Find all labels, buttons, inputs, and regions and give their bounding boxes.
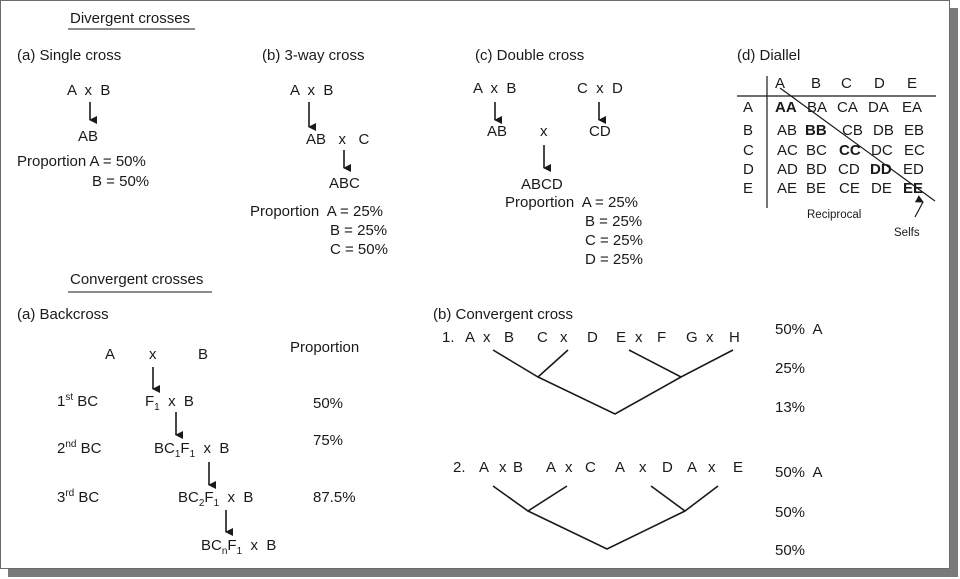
three-way-title: (b) 3-way cross bbox=[262, 47, 365, 64]
diallel-cell: DE bbox=[871, 180, 892, 197]
diallel-cell: CD bbox=[838, 161, 860, 178]
scheme1-prop-1: 50% A bbox=[775, 321, 823, 338]
diallel-cell: EA bbox=[902, 99, 923, 116]
scheme2-token: E bbox=[733, 459, 744, 476]
scheme1-branch-final bbox=[538, 377, 681, 414]
bcn-cross: $BC_nF_1$ x B bbox=[201, 537, 277, 557]
scheme1-token: x bbox=[635, 329, 643, 346]
diallel-cell: BA bbox=[807, 99, 828, 116]
single-proportion-b: B = 50% bbox=[92, 173, 150, 190]
scheme2-token: A bbox=[687, 459, 698, 476]
diallel-cell: EC bbox=[904, 142, 925, 159]
double-right-hybrid: CD bbox=[589, 123, 611, 140]
diallel-col-a: A bbox=[775, 75, 786, 92]
diallel-cell: AB bbox=[777, 122, 798, 139]
scheme1-token: D bbox=[587, 329, 598, 346]
double-proportion-d: D = 25% bbox=[585, 251, 643, 268]
scheme1-token: x bbox=[706, 329, 714, 346]
diallel-cell: AD bbox=[777, 161, 798, 178]
scheme2-token: B bbox=[513, 459, 524, 476]
scheme2-token: x bbox=[639, 459, 647, 476]
scheme1-token: C bbox=[537, 329, 548, 346]
diallel-col-e: E bbox=[907, 75, 918, 92]
double-left-hybrid: AB bbox=[487, 123, 508, 140]
scheme1-token: A bbox=[465, 329, 476, 346]
scheme1-token: x bbox=[560, 329, 568, 346]
double-cross-title: (c) Double cross bbox=[475, 47, 585, 64]
diallel-col-d: D bbox=[874, 75, 885, 92]
diallel-cell: DA bbox=[868, 99, 889, 116]
scheme2-branch-left bbox=[493, 486, 567, 511]
backcross-parent-a: A bbox=[105, 346, 116, 363]
bc2-proportion: 75% bbox=[313, 432, 344, 449]
scheme1-token: x bbox=[483, 329, 491, 346]
scheme1-prop-2: 25% bbox=[775, 360, 806, 377]
diallel-cell-bb: BB bbox=[805, 122, 827, 139]
three-way-proportion-c: C = 50% bbox=[330, 241, 388, 258]
diallel-cell: BC bbox=[806, 142, 827, 159]
diallel-cell-ee: EE bbox=[903, 180, 924, 197]
selfs-arrow bbox=[915, 202, 923, 217]
double-result: ABCD bbox=[521, 176, 563, 193]
scheme2-token: A bbox=[546, 459, 557, 476]
bc3-cross: $BC_2F_1$ x B bbox=[178, 489, 254, 509]
bc1-proportion: 50% bbox=[313, 395, 344, 412]
diallel-row-c: C bbox=[743, 142, 754, 159]
backcross-title: (a) Backcross bbox=[17, 306, 109, 323]
scheme1-number: 1. bbox=[442, 329, 455, 346]
bc3-label: 3rd BC bbox=[57, 488, 100, 506]
three-way-result: ABC bbox=[329, 175, 360, 192]
scheme2-token: x bbox=[565, 459, 573, 476]
scheme1-token: H bbox=[729, 329, 740, 346]
bc1-label-vis: 1st BC bbox=[57, 392, 99, 410]
scheme2-number: 2. bbox=[453, 459, 466, 476]
diallel-row-e: E bbox=[743, 180, 754, 197]
double-right-parents: C x D bbox=[577, 80, 623, 97]
selfs-label: Selfs bbox=[894, 227, 920, 239]
scheme2-token: A bbox=[479, 459, 490, 476]
backcross-parent-b: B bbox=[198, 346, 209, 363]
double-left-parents: A x B bbox=[473, 80, 517, 97]
scheme2-branch-final bbox=[528, 511, 685, 549]
scheme1-token: F bbox=[657, 329, 667, 346]
single-proportion-a: Proportion A = 50% bbox=[17, 153, 146, 170]
diallel-row-b: B bbox=[743, 122, 754, 139]
scheme1-token: B bbox=[504, 329, 515, 346]
convergent-heading: Convergent crosses bbox=[70, 271, 204, 288]
scheme1-branch-right bbox=[629, 350, 733, 377]
diallel-cell: AE bbox=[777, 180, 798, 197]
scheme1-token: G bbox=[686, 329, 698, 346]
bc2-cross: $BC_1F_1$ x B bbox=[154, 440, 230, 460]
double-cross-symbol: x bbox=[540, 123, 548, 140]
single-cross-result: AB bbox=[78, 128, 99, 145]
diallel-cell-cc: CC bbox=[839, 142, 861, 159]
single-cross-title: (a) Single cross bbox=[17, 47, 122, 64]
scheme2-prop-1: 50% A bbox=[775, 464, 823, 481]
double-proportion-b: B = 25% bbox=[585, 213, 643, 230]
diallel-cell: DC bbox=[871, 142, 893, 159]
diallel-cell: ED bbox=[903, 161, 924, 178]
scheme2-prop-2: 50% bbox=[775, 504, 806, 521]
scheme1-token: E bbox=[616, 329, 627, 346]
diallel-cell: CA bbox=[837, 99, 858, 116]
bc2-label: 2nd BC bbox=[57, 439, 102, 457]
double-proportion-c: C = 25% bbox=[585, 232, 643, 249]
scheme2-token: x bbox=[499, 459, 507, 476]
diallel-cell: DB bbox=[873, 122, 894, 139]
bc1-cross: $F_1$ x B bbox=[145, 393, 194, 413]
three-way-parents: A x B bbox=[290, 82, 334, 99]
three-way-proportion-a: Proportion A = 25% bbox=[250, 203, 384, 220]
diallel-cell: BD bbox=[806, 161, 827, 178]
divergent-heading: Divergent crosses bbox=[70, 10, 191, 27]
scheme2-token: C bbox=[585, 459, 596, 476]
diallel-col-b: B bbox=[811, 75, 822, 92]
diallel-cell-dd: DD bbox=[870, 161, 892, 178]
diallel-cell: AC bbox=[777, 142, 798, 159]
scheme1-branch-left bbox=[493, 350, 568, 377]
diallel-cell: CE bbox=[839, 180, 860, 197]
diallel-col-c: C bbox=[841, 75, 852, 92]
scheme2-token: D bbox=[662, 459, 673, 476]
scheme1-prop-3: 13% bbox=[775, 399, 806, 416]
diallel-cell: BE bbox=[806, 180, 827, 197]
diallel-row-a: A bbox=[743, 99, 754, 116]
diallel-cell: EB bbox=[904, 122, 925, 139]
scheme2-prop-3: 50% bbox=[775, 542, 806, 559]
double-proportion-a: Proportion A = 25% bbox=[505, 194, 639, 211]
three-way-proportion-b: B = 25% bbox=[330, 222, 388, 239]
backcross-cross: x bbox=[149, 346, 157, 363]
single-cross-parents: A x B bbox=[67, 82, 111, 99]
three-way-step2: AB x C bbox=[306, 131, 370, 148]
bc3-proportion: 87.5% bbox=[313, 489, 356, 506]
diallel-cell-aa: AA bbox=[775, 99, 797, 116]
reciprocal-label: Reciprocal bbox=[807, 209, 862, 221]
diallel-title: (d) Diallel bbox=[737, 47, 801, 64]
convergent-cross-title: (b) Convergent cross bbox=[433, 306, 574, 323]
diallel-cell: CB bbox=[842, 122, 863, 139]
backcross-proportion-header: Proportion bbox=[290, 339, 360, 356]
scheme2-branch-right bbox=[651, 486, 718, 511]
diallel-row-d: D bbox=[743, 161, 754, 178]
scheme2-token: x bbox=[708, 459, 716, 476]
scheme2-token: A bbox=[615, 459, 626, 476]
